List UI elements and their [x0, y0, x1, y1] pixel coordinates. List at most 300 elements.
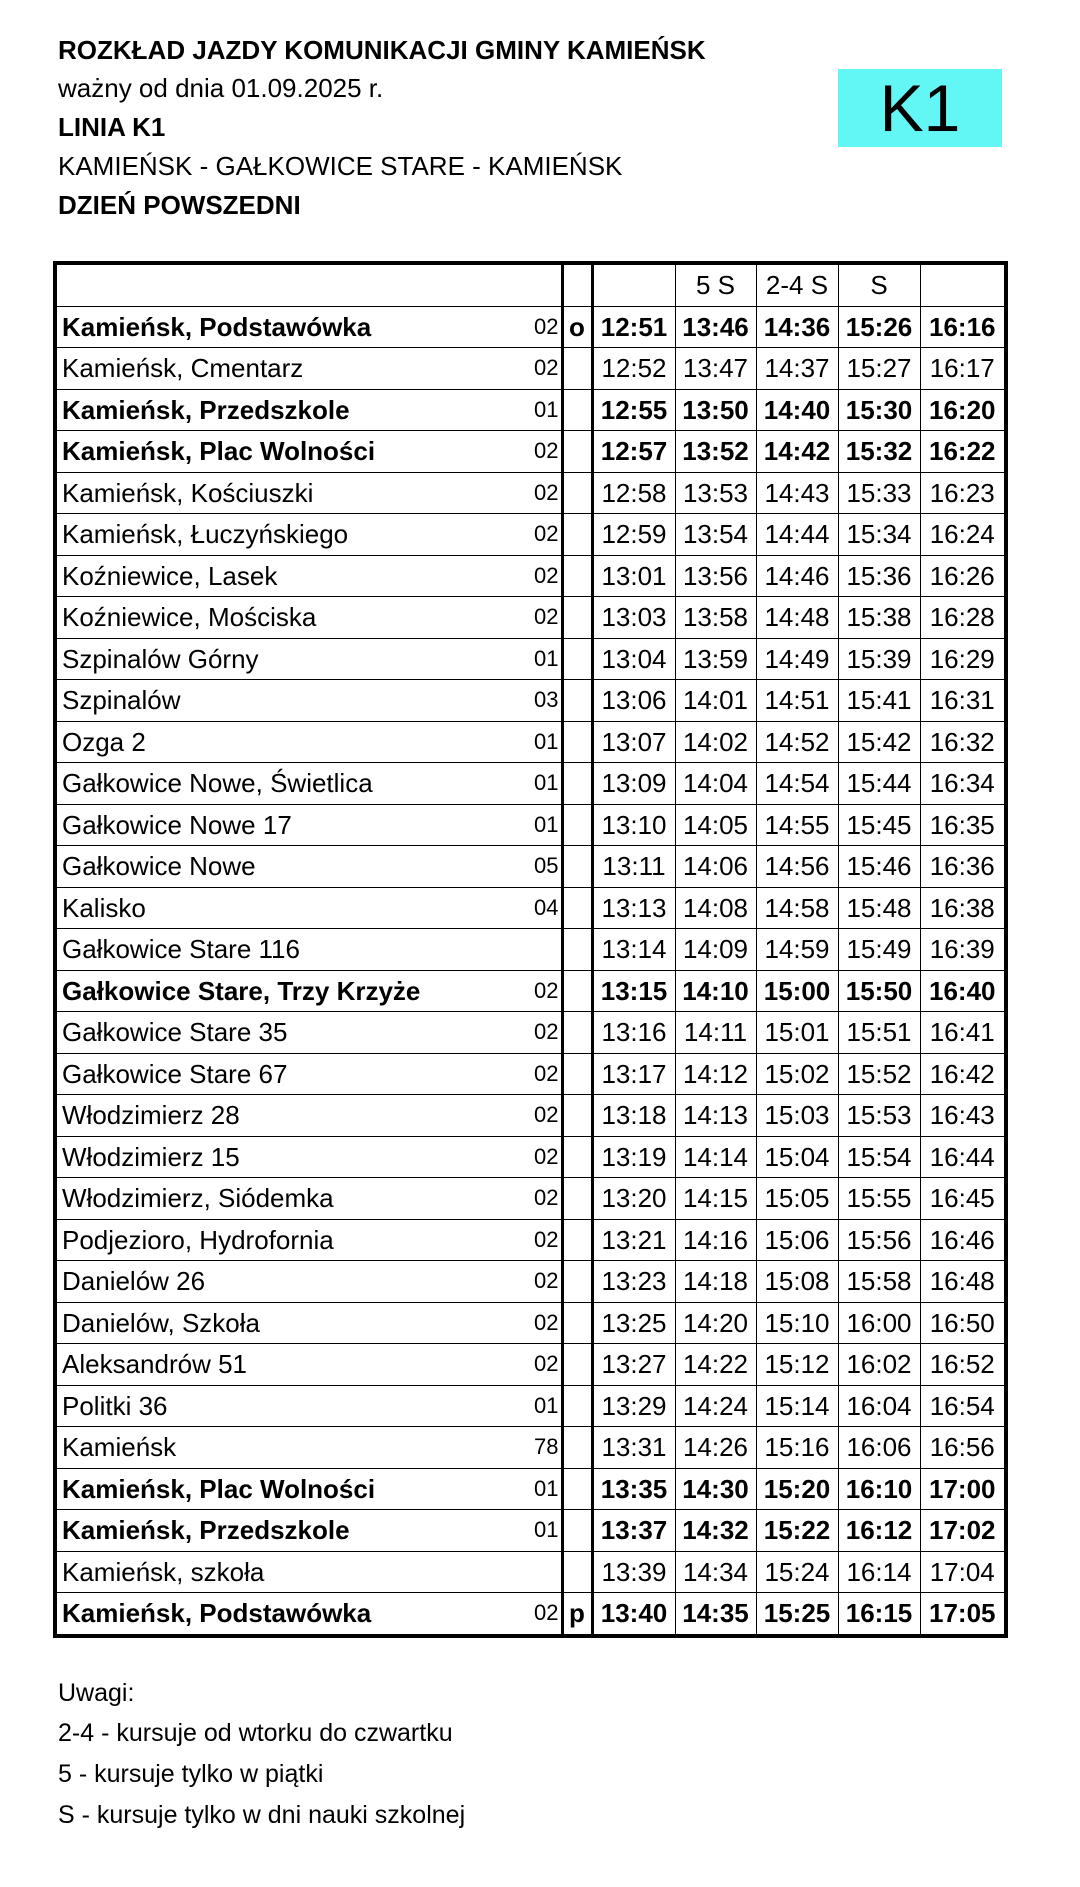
platform-code: 01: [531, 721, 562, 763]
table-row: [55, 970, 1006, 1012]
stop-mark: [562, 389, 592, 431]
timetable: [53, 261, 1008, 1638]
platform-code: 01: [531, 1468, 562, 1510]
departure-time: 13:10: [592, 804, 675, 846]
line-name: LINIA K1: [58, 112, 166, 142]
departure-time: 16:32: [920, 721, 1006, 763]
table-row: [55, 472, 1006, 514]
line-badge: K1: [838, 69, 1002, 147]
departure-time: 14:24: [675, 1385, 756, 1427]
departure-time: 15:34: [838, 514, 920, 556]
departure-time: 13:31: [592, 1427, 675, 1469]
column-header: S: [838, 263, 920, 306]
departure-time: 13:54: [675, 514, 756, 556]
departure-time: 14:18: [675, 1261, 756, 1303]
departure-time: 14:48: [756, 597, 838, 639]
table-row: [55, 1136, 1006, 1178]
platform-code: 02: [531, 348, 562, 390]
departure-time: 15:39: [838, 638, 920, 680]
departure-time: 14:35: [675, 1593, 756, 1636]
departure-time: 16:12: [838, 1510, 920, 1552]
stop-name: Kalisko: [55, 887, 531, 929]
platform-code: 02: [531, 970, 562, 1012]
column-header: [920, 263, 1006, 306]
platform-code: 02: [531, 1302, 562, 1344]
departure-time: 13:50: [675, 389, 756, 431]
stop-mark: [562, 1219, 592, 1261]
stop-name: Koźniewice, Lasek: [55, 555, 531, 597]
stop-mark: [562, 1302, 592, 1344]
platform-code: 02: [531, 431, 562, 473]
departure-time: 14:40: [756, 389, 838, 431]
platform-code: 01: [531, 1510, 562, 1552]
stop-name: Danielów 26: [55, 1261, 531, 1303]
departure-time: 16:23: [920, 472, 1006, 514]
departure-time: 12:58: [592, 472, 675, 514]
departure-time: 16:52: [920, 1344, 1006, 1386]
platform-code: 78: [531, 1427, 562, 1469]
departure-time: 12:59: [592, 514, 675, 556]
timetable-title: ROZKŁAD JAZDY KOMUNIKACJI GMINY KAMIEŃSK: [58, 35, 706, 65]
departure-time: 13:19: [592, 1136, 675, 1178]
table-row: [55, 1551, 1006, 1593]
departure-time: 14:02: [675, 721, 756, 763]
stop-mark: [562, 1095, 592, 1137]
stop-mark: [562, 929, 592, 971]
departure-time: 15:45: [838, 804, 920, 846]
stop-mark: [562, 1261, 592, 1303]
departure-time: 13:04: [592, 638, 675, 680]
departure-time: 15:55: [838, 1178, 920, 1220]
stop-name: Gałkowice Stare 35: [55, 1012, 531, 1054]
departure-time: 13:37: [592, 1510, 675, 1552]
table-row: [55, 1012, 1006, 1054]
departure-time: 16:16: [920, 306, 1006, 348]
departure-time: 15:52: [838, 1053, 920, 1095]
platform-code: 02: [531, 1053, 562, 1095]
departure-time: 15:49: [838, 929, 920, 971]
table-row: [55, 1427, 1006, 1469]
departure-time: 14:01: [675, 680, 756, 722]
stop-name: Szpinalów Górny: [55, 638, 531, 680]
table-row: [55, 514, 1006, 556]
departure-time: 13:14: [592, 929, 675, 971]
stop-mark: [562, 1012, 592, 1054]
departure-time: 13:39: [592, 1551, 675, 1593]
table-row: [55, 638, 1006, 680]
platform-code: 02: [531, 1178, 562, 1220]
platform-code: 02: [531, 1012, 562, 1054]
table-row: [55, 763, 1006, 805]
stop-name: Gałkowice Nowe 17: [55, 804, 531, 846]
platform-code: 02: [531, 1593, 562, 1636]
departure-time: 14:13: [675, 1095, 756, 1137]
departure-time: 15:38: [838, 597, 920, 639]
stop-mark: [562, 1344, 592, 1386]
departure-time: 14:08: [675, 887, 756, 929]
departure-time: 16:38: [920, 887, 1006, 929]
departure-time: 13:25: [592, 1302, 675, 1344]
departure-time: 16:17: [920, 348, 1006, 390]
departure-time: 16:29: [920, 638, 1006, 680]
departure-time: 14:46: [756, 555, 838, 597]
departure-time: 17:00: [920, 1468, 1006, 1510]
departure-time: 16:45: [920, 1178, 1006, 1220]
platform-code: 02: [531, 472, 562, 514]
stop-name: Kamieńsk, Łuczyńskiego: [55, 514, 531, 556]
departure-time: 15:22: [756, 1510, 838, 1552]
departure-time: 14:09: [675, 929, 756, 971]
departure-time: 13:47: [675, 348, 756, 390]
departure-time: 13:11: [592, 846, 675, 888]
stop-name: Aleksandrów 51: [55, 1344, 531, 1386]
departure-time: 13:59: [675, 638, 756, 680]
table-row: [55, 804, 1006, 846]
stop-mark: [562, 638, 592, 680]
departure-time: 13:15: [592, 970, 675, 1012]
table-row: [55, 306, 1006, 348]
platform-code: 02: [531, 1219, 562, 1261]
departure-time: 15:44: [838, 763, 920, 805]
departure-time: 14:12: [675, 1053, 756, 1095]
stop-mark: [562, 721, 592, 763]
table-row: [55, 1344, 1006, 1386]
departure-time: 14:49: [756, 638, 838, 680]
departure-time: 14:30: [675, 1468, 756, 1510]
stop-name: Włodzimierz, Siódemka: [55, 1178, 531, 1220]
departure-time: 14:20: [675, 1302, 756, 1344]
departure-time: 16:24: [920, 514, 1006, 556]
departure-time: 13:29: [592, 1385, 675, 1427]
stop-name: Włodzimierz 28: [55, 1095, 531, 1137]
notes-heading: Uwagi:: [58, 1679, 135, 1707]
stop-name: Kamieńsk, Podstawówka: [55, 306, 531, 348]
table-row: [55, 1095, 1006, 1137]
stop-mark: [562, 680, 592, 722]
departure-time: 14:15: [675, 1178, 756, 1220]
platform-code: 02: [531, 555, 562, 597]
departure-time: 13:21: [592, 1219, 675, 1261]
table-row: [55, 929, 1006, 971]
departure-time: 13:03: [592, 597, 675, 639]
stop-name: Politki 36: [55, 1385, 531, 1427]
table-row: [55, 1593, 1006, 1636]
stop-name: Kamieńsk, Plac Wolności: [55, 1468, 531, 1510]
day-type: DZIEŃ POWSZEDNI: [58, 190, 301, 220]
stop-name: Gałkowice Nowe: [55, 846, 531, 888]
stop-name: Gałkowice Stare 67: [55, 1053, 531, 1095]
table-row: [55, 1510, 1006, 1552]
note-item: S - kursuje tylko w dni nauki szkolnej: [58, 1801, 466, 1829]
platform-code: 02: [531, 514, 562, 556]
departure-time: 14:37: [756, 348, 838, 390]
departure-time: 13:16: [592, 1012, 675, 1054]
departure-time: 15:14: [756, 1385, 838, 1427]
departure-time: 14:56: [756, 846, 838, 888]
stop-mark: [562, 555, 592, 597]
departure-time: 15:32: [838, 431, 920, 473]
platform-code: 02: [531, 1095, 562, 1137]
header-row: [55, 263, 1006, 306]
stop-name: Szpinalów: [55, 680, 531, 722]
departure-time: 13:17: [592, 1053, 675, 1095]
valid-from: ważny od dnia 01.09.2025 r.: [58, 73, 384, 103]
table-row: [55, 846, 1006, 888]
departure-time: 14:22: [675, 1344, 756, 1386]
departure-time: 13:35: [592, 1468, 675, 1510]
stop-mark: [562, 846, 592, 888]
departure-time: 15:33: [838, 472, 920, 514]
platform-code: [531, 929, 562, 971]
departure-time: 16:43: [920, 1095, 1006, 1137]
column-header: 2-4 S: [756, 263, 838, 306]
stop-mark: [562, 804, 592, 846]
stop-mark: [562, 348, 592, 390]
stop-header-cell: [55, 263, 531, 306]
departure-time: 15:04: [756, 1136, 838, 1178]
timetable-body: [55, 263, 1006, 1636]
departure-time: 13:40: [592, 1593, 675, 1636]
departure-time: 16:26: [920, 555, 1006, 597]
stop-name: Kamieńsk, Przedszkole: [55, 389, 531, 431]
departure-time: 17:04: [920, 1551, 1006, 1593]
departure-time: 16:22: [920, 431, 1006, 473]
departure-time: 16:35: [920, 804, 1006, 846]
route-name: KAMIEŃSK - GAŁKOWICE STARE - KAMIEŃSK: [58, 151, 623, 181]
table-row: [55, 1178, 1006, 1220]
table-row: [55, 721, 1006, 763]
departure-time: 15:03: [756, 1095, 838, 1137]
departure-time: 14:14: [675, 1136, 756, 1178]
table-row: [55, 555, 1006, 597]
table-row: [55, 1053, 1006, 1095]
departure-time: 13:56: [675, 555, 756, 597]
stop-mark: [562, 763, 592, 805]
departure-time: 17:02: [920, 1510, 1006, 1552]
departure-time: 16:10: [838, 1468, 920, 1510]
stop-mark: [562, 1468, 592, 1510]
departure-time: 16:02: [838, 1344, 920, 1386]
departure-time: 13:58: [675, 597, 756, 639]
departure-time: 12:55: [592, 389, 675, 431]
stop-mark: [562, 431, 592, 473]
table-row: [55, 431, 1006, 473]
stop-name: Kamieńsk, Przedszkole: [55, 1510, 531, 1552]
departure-time: 13:53: [675, 472, 756, 514]
departure-time: 16:14: [838, 1551, 920, 1593]
departure-time: 14:58: [756, 887, 838, 929]
departure-time: 15:51: [838, 1012, 920, 1054]
departure-time: 15:42: [838, 721, 920, 763]
platform-code: 02: [531, 597, 562, 639]
departure-time: 13:23: [592, 1261, 675, 1303]
platform-code: 04: [531, 887, 562, 929]
departure-time: 15:27: [838, 348, 920, 390]
departure-time: 14:32: [675, 1510, 756, 1552]
departure-time: 12:52: [592, 348, 675, 390]
departure-time: 15:05: [756, 1178, 838, 1220]
stop-name: Kamieńsk: [55, 1427, 531, 1469]
platform-code: 01: [531, 1385, 562, 1427]
departure-time: 15:48: [838, 887, 920, 929]
departure-time: 15:02: [756, 1053, 838, 1095]
departure-time: 14:42: [756, 431, 838, 473]
departure-time: 14:06: [675, 846, 756, 888]
departure-time: 14:04: [675, 763, 756, 805]
table-row: [55, 389, 1006, 431]
departure-time: 16:15: [838, 1593, 920, 1636]
platform-code: 02: [531, 1136, 562, 1178]
stop-name: Danielów, Szkoła: [55, 1302, 531, 1344]
departure-time: 16:00: [838, 1302, 920, 1344]
departure-time: 14:11: [675, 1012, 756, 1054]
departure-time: 13:13: [592, 887, 675, 929]
departure-time: 16:56: [920, 1427, 1006, 1469]
stop-mark: [562, 472, 592, 514]
stop-name: Gałkowice Nowe, Świetlica: [55, 763, 531, 805]
departure-time: 14:43: [756, 472, 838, 514]
departure-time: 16:36: [920, 846, 1006, 888]
departure-time: 14:16: [675, 1219, 756, 1261]
stop-mark: [562, 1551, 592, 1593]
departure-time: 13:07: [592, 721, 675, 763]
departure-time: 16:46: [920, 1219, 1006, 1261]
stop-name: Kamieńsk, Kościuszki: [55, 472, 531, 514]
platform-header-cell: [531, 263, 562, 306]
platform-code: 02: [531, 1344, 562, 1386]
stop-name: Ozga 2: [55, 721, 531, 763]
departure-time: 15:36: [838, 555, 920, 597]
departure-time: 16:28: [920, 597, 1006, 639]
stop-mark: [562, 1427, 592, 1469]
departure-time: 16:42: [920, 1053, 1006, 1095]
stop-mark: [562, 1136, 592, 1178]
departure-time: 16:50: [920, 1302, 1006, 1344]
departure-time: 15:56: [838, 1219, 920, 1261]
stop-name: Kamieńsk, Plac Wolności: [55, 431, 531, 473]
stop-mark: o: [562, 306, 592, 348]
column-header: [592, 263, 675, 306]
departure-time: 15:20: [756, 1468, 838, 1510]
departure-time: 13:27: [592, 1344, 675, 1386]
departure-time: 16:04: [838, 1385, 920, 1427]
platform-code: 01: [531, 638, 562, 680]
departure-time: 15:53: [838, 1095, 920, 1137]
departure-time: 13:09: [592, 763, 675, 805]
stop-name: Gałkowice Stare, Trzy Krzyże: [55, 970, 531, 1012]
departure-time: 14:05: [675, 804, 756, 846]
stop-mark: [562, 1053, 592, 1095]
departure-time: 13:52: [675, 431, 756, 473]
platform-code: 01: [531, 763, 562, 805]
departure-time: 14:36: [756, 306, 838, 348]
departure-time: 15:58: [838, 1261, 920, 1303]
departure-time: 16:48: [920, 1261, 1006, 1303]
mark-header-cell: [562, 263, 592, 306]
departure-time: 15:30: [838, 389, 920, 431]
departure-time: 15:06: [756, 1219, 838, 1261]
stop-name: Kamieńsk, szkoła: [55, 1551, 531, 1593]
departure-time: 16:06: [838, 1427, 920, 1469]
departure-time: 13:18: [592, 1095, 675, 1137]
stop-mark: p: [562, 1593, 592, 1636]
departure-time: 12:57: [592, 431, 675, 473]
departure-time: 15:12: [756, 1344, 838, 1386]
departure-time: 14:26: [675, 1427, 756, 1469]
platform-code: 01: [531, 804, 562, 846]
departure-time: 14:55: [756, 804, 838, 846]
platform-code: 03: [531, 680, 562, 722]
departure-time: 15:25: [756, 1593, 838, 1636]
departure-time: 14:51: [756, 680, 838, 722]
stop-mark: [562, 887, 592, 929]
departure-time: 17:05: [920, 1593, 1006, 1636]
stop-mark: [562, 970, 592, 1012]
platform-code: 02: [531, 306, 562, 348]
departure-time: 16:41: [920, 1012, 1006, 1054]
departure-time: 16:39: [920, 929, 1006, 971]
table-row: [55, 1302, 1006, 1344]
departure-time: 13:46: [675, 306, 756, 348]
stop-name: Kamieńsk, Cmentarz: [55, 348, 531, 390]
stop-name: Podjezioro, Hydrofornia: [55, 1219, 531, 1261]
column-header: 5 S: [675, 263, 756, 306]
departure-time: 12:51: [592, 306, 675, 348]
departure-time: 15:46: [838, 846, 920, 888]
departure-time: 13:20: [592, 1178, 675, 1220]
departure-time: 15:01: [756, 1012, 838, 1054]
departure-time: 13:06: [592, 680, 675, 722]
stop-name: Włodzimierz 15: [55, 1136, 531, 1178]
stop-name: Gałkowice Stare 116: [55, 929, 531, 971]
departure-time: 15:10: [756, 1302, 838, 1344]
platform-code: 01: [531, 389, 562, 431]
departure-time: 15:00: [756, 970, 838, 1012]
stop-name: Kamieńsk, Podstawówka: [55, 1593, 531, 1636]
departure-time: 15:50: [838, 970, 920, 1012]
departure-time: 14:52: [756, 721, 838, 763]
table-row: [55, 597, 1006, 639]
departure-time: 15:24: [756, 1551, 838, 1593]
platform-code: [531, 1551, 562, 1593]
stop-mark: [562, 1510, 592, 1552]
departure-time: 15:08: [756, 1261, 838, 1303]
departure-time: 16:34: [920, 763, 1006, 805]
departure-time: 16:44: [920, 1136, 1006, 1178]
departure-time: 14:34: [675, 1551, 756, 1593]
departure-time: 14:10: [675, 970, 756, 1012]
departure-time: 16:20: [920, 389, 1006, 431]
table-row: [55, 1219, 1006, 1261]
table-row: [55, 1261, 1006, 1303]
stop-mark: [562, 1385, 592, 1427]
departure-time: 15:26: [838, 306, 920, 348]
note-item: 2-4 - kursuje od wtorku do czwartku: [58, 1719, 453, 1747]
table-row: [55, 1385, 1006, 1427]
departure-time: 14:44: [756, 514, 838, 556]
stop-name: Koźniewice, Mościska: [55, 597, 531, 639]
departure-time: 13:01: [592, 555, 675, 597]
stop-mark: [562, 514, 592, 556]
table-row: [55, 680, 1006, 722]
departure-time: 14:59: [756, 929, 838, 971]
table-row: [55, 348, 1006, 390]
departure-time: 15:54: [838, 1136, 920, 1178]
table-row: [55, 1468, 1006, 1510]
table-row: [55, 887, 1006, 929]
departure-time: 15:41: [838, 680, 920, 722]
platform-code: 05: [531, 846, 562, 888]
